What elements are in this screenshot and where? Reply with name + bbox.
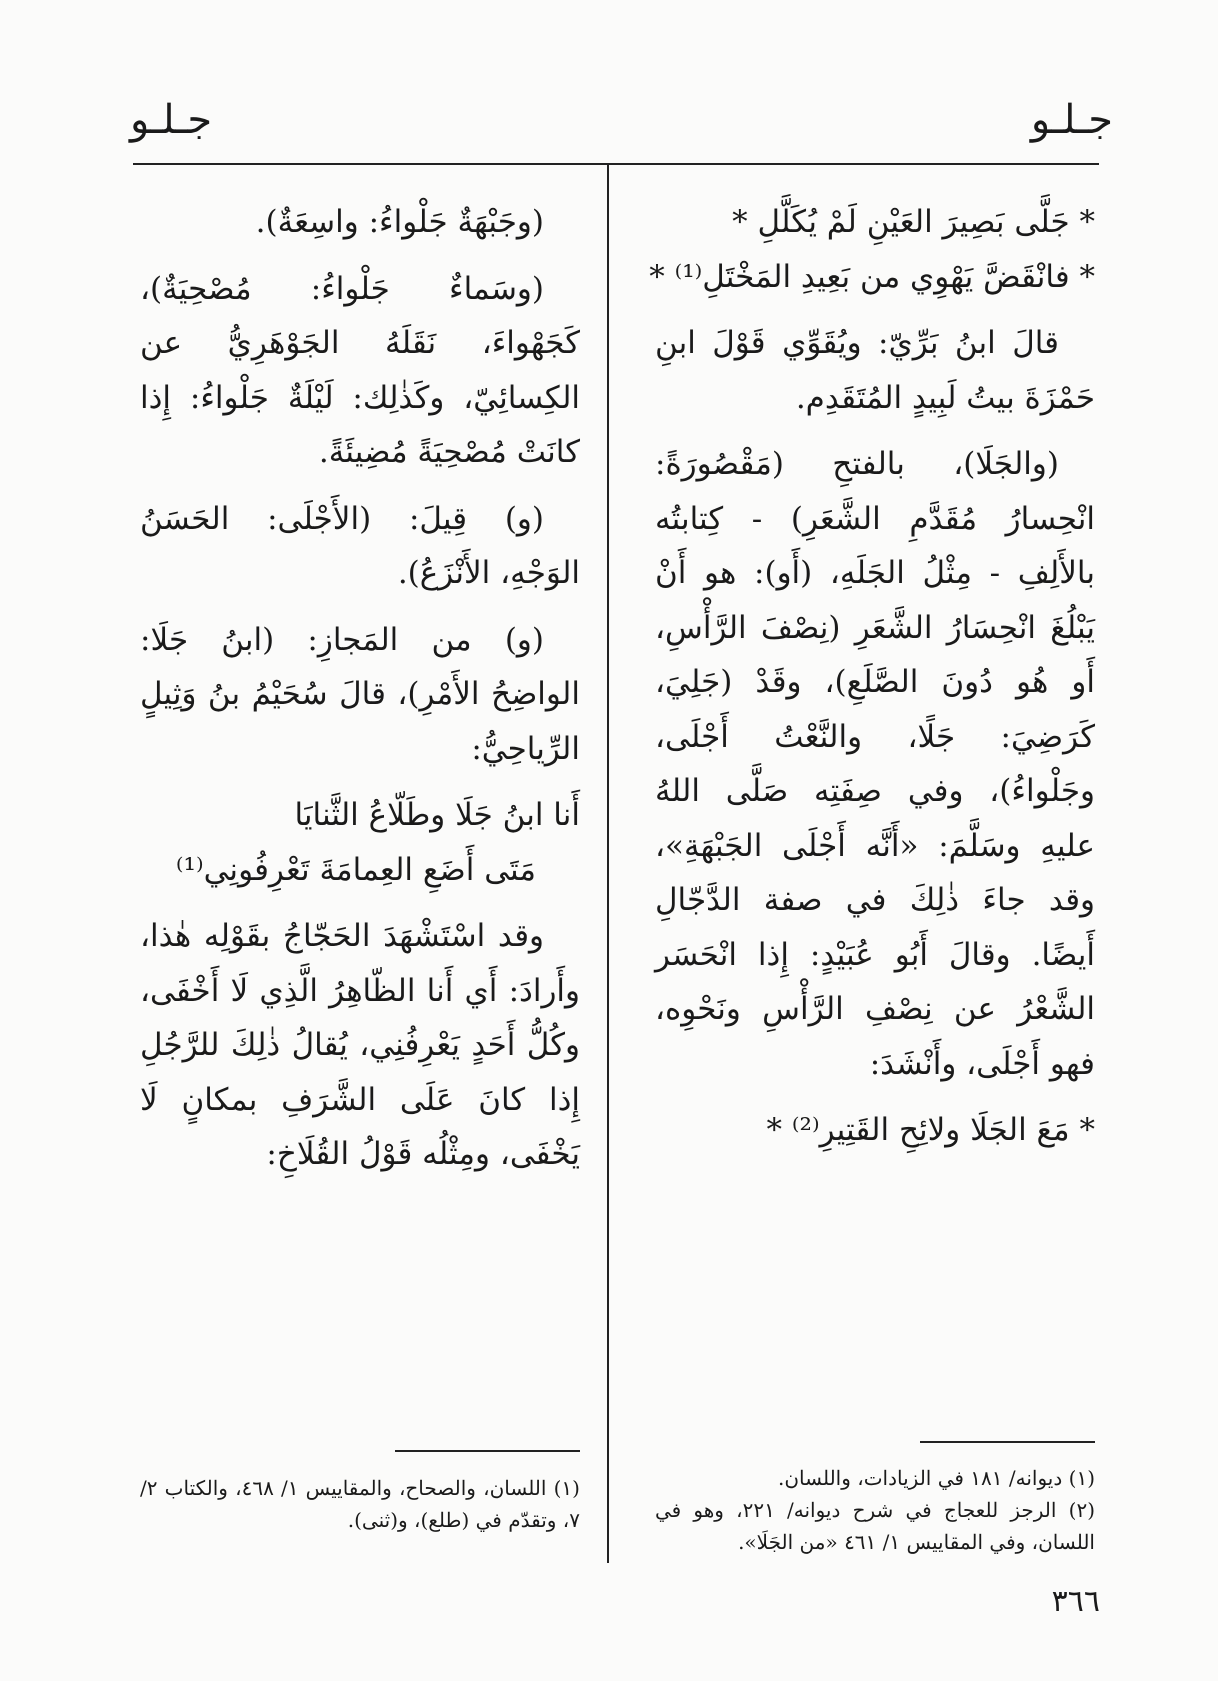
- page-number: ٣٦٦: [1051, 1584, 1100, 1619]
- footnotes-left: [140, 1472, 580, 1536]
- paragraph: (و) من المَجازِ: (ابنُ جَلَا: الواضِحُ الأَمْرِ)، قالَ سُحَيْمُ بنُ وَثِيلٍ الرِّياحِيُّ:: [140, 621, 580, 767]
- paragraph: (و) قِيلَ: (الأَجْلَى: الحَسَنُ الوَجْهِ، الأَنْزَعُ).: [140, 500, 580, 591]
- left-column: [140, 195, 580, 1194]
- header-root-word-right: جـلـو: [1030, 97, 1113, 143]
- footnote: (١) ديوانه/ ١٨١ في الزيادات، واللسان.: [777, 1466, 1095, 1490]
- paragraph: (وسَماءٌ جَلْواءُ: مُصْحِيَةٌ)، كَجَهْواءَ، نَقَلَهُ الجَوْهَرِيُّ عن الكِسائِيّ، وكَذٰلِك: لَيْلَةٌ جَلْواءُ: إِذا كانَتْ مُصْحِيَةً مُضِيئَةً.: [140, 270, 580, 470]
- column-divider: [607, 163, 609, 1563]
- verse-line: أَنا ابنُ جَلَا وطَلّاعُ الثَّنايَا: [294, 797, 580, 833]
- header-rule: [133, 163, 1099, 165]
- verse-line: * فانْقَضَّ يَهْوِي من بَعِيدِ المَخْتَلِ⁽¹⁾ *: [649, 258, 1095, 295]
- footnote-rule: [920, 1441, 1095, 1443]
- paragraph: (والجَلَا)، بالفتحِ (مَقْصُورَةً: انْحِسارُ مُقَدَّمِ الشَّعَرِ) - كِتابتُه بالأَلِفِ - مِثْلُ الجَلَهِ، (أَو): هو أَنْ يَبْلُغَ انْحِسَارُ الشَّعَرِ (نِصْفَ الرَّأْسِ، أَو هُو دُونَ الصَّلَعِ)، وقَدْ (جَلِيَ، كَرَضِيَ: جَلًا، والنَّعْتُ أَجْلَى، وجَلْواءُ)، وفي صِفَتِه صَلَّى اللهُ عليهِ وسَلَّمَ: «أَنَّه أَجْلَى الجَبْهَةِ»، وقد جاءَ ذٰلِكَ في صفة الدَّجّالِ أَيضًا. وقالَ أَبُو عُبَيْدٍ: إِذا انْحَسَر الشَّعْرُ عن نِصْفِ الرَّأْسِ ونَحْوِه، فهو أَجْلَى، وأَنْشَدَ:: [655, 446, 1095, 1082]
- verse-line: مَتَى أَضَعِ العِمامَةَ تَعْرِفُونِي⁽¹⁾: [175, 851, 536, 888]
- right-column: [649, 195, 1095, 1158]
- header-root-word-left: جـلـو: [130, 97, 213, 143]
- verse-line: * جَلَّى بَصِيرَ العَيْنِ لَمْ يُكَلَّلِ *: [732, 204, 1095, 240]
- footnote-rule: [395, 1450, 580, 1452]
- paragraph: قالَ ابنُ بَرِّيّ: ويُقَوِّي قَوْلَ ابنِ حَمْزَةَ بيتُ لَبِيدٍ المُتَقَدِم.: [655, 325, 1095, 416]
- paragraph: وقد اسْتَشْهَدَ الحَجّاجُ بقَوْلِه هٰذا، وأَرادَ: أَي أَنا الظّاهِرُ الَّذِي لَا أَخْفَى، وكُلُّ أَحَدٍ يَعْرِفُنِي، يُقالُ ذٰلِكَ للرَّجُلِ إِذا كانَ عَلَى الشَّرَفِ بمكانٍ لَا يَخْفَى، ومِثْلُه قَوْلُ القُلَاخِ:: [140, 918, 580, 1172]
- footnotes-right: [655, 1462, 1095, 1558]
- paragraph: (وجَبْهَةٌ جَلْواءُ: واسِعَةٌ).: [255, 204, 544, 240]
- footnote: (٢) الرجز للعجاج في شرح ديوانه/ ٢٢١، وهو في اللسان، وفي المقاييس ١/ ٤٦١ «من الجَلَا».: [655, 1498, 1095, 1554]
- verse-line: * مَعَ الجَلَا ولائِحِ القَتِيرِ⁽²⁾ *: [766, 1112, 1095, 1148]
- footnote: (١) اللسان، والصحاح، والمقاييس ١/ ٤٦٨، والكتاب ٢/ ٧، وتقدّم في (طلع)، و(ثنى).: [140, 1476, 580, 1532]
